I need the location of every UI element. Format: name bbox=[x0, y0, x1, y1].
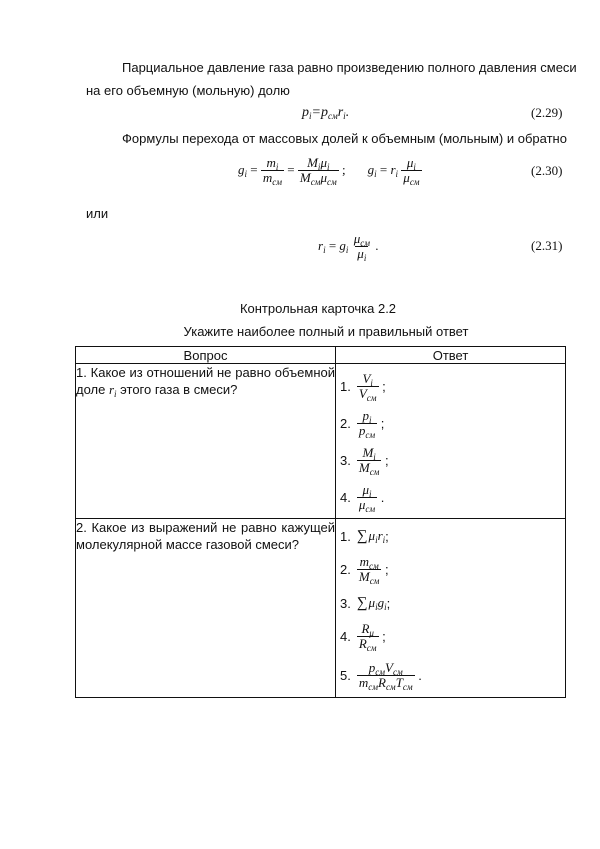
control-card-table bbox=[75, 346, 566, 698]
answer-option[interactable]: 3. $\frac{M_i}{M_{см}}$ ; bbox=[340, 445, 389, 477]
answers-2 bbox=[336, 519, 566, 698]
equation-number-2-31: (2.31) bbox=[531, 238, 563, 253]
question-2: 2. Какое из выражений не равно кажущей молекулярной массе газовой смеси? bbox=[76, 519, 336, 698]
paragraph-conversion-formulas: Формулы перехода от массовых долей к объемным (мольным) и обратно bbox=[122, 131, 567, 146]
table-row bbox=[76, 519, 566, 698]
word-ili: или bbox=[86, 206, 109, 221]
question-1: 1. Какое из отношений не равно объемной доле $r_i$ этого газа в смеси? bbox=[76, 364, 336, 519]
answer-option[interactable]: 2. $\frac{p_i}{p_{см}}$ ; bbox=[340, 408, 385, 440]
answer-option[interactable]: 3. $\sum\mu_ig_i$ ; bbox=[340, 594, 391, 612]
table-row bbox=[76, 364, 566, 519]
answer-option[interactable]: 2. $\frac{m_{см}}{M_{см}}$ ; bbox=[340, 554, 389, 586]
equation-number-2-29: (2.29) bbox=[531, 105, 563, 120]
equation-2-29: $p_i=p_{см}r_i$. bbox=[302, 105, 350, 121]
header-question: Вопрос bbox=[76, 347, 336, 364]
equation-2-30: $g_i$ = $\frac{m_i}{m_{см}}$ = $\frac{M_i\mu_i}{M_{см}\mu_{см}}$ ; $g_i$ = $r_i$ $\frac{\mu_i}{\mu_{см}}$ bbox=[238, 154, 420, 187]
answer-option[interactable]: 1. $\sum\mu_ir_i$ ; bbox=[340, 527, 389, 545]
equation-number-2-30: (2.30) bbox=[531, 163, 563, 178]
paragraph-partial-pressure-line1: Парциальное давление газа равно произведению полного давления смеси bbox=[122, 60, 577, 75]
card-title: Контрольная карточка 2.2 bbox=[239, 301, 397, 316]
paragraph-partial-pressure-line2: на его объемную (мольную) долю bbox=[86, 83, 290, 98]
header-answer: Ответ bbox=[336, 347, 566, 364]
answer-option[interactable]: 4. $\frac{R_\mu}{R_{см}}$ ; bbox=[340, 621, 386, 653]
equation-2-31: $r_i$ = $g_i$ $\frac{\mu_{см}}{\mu_i}$ . bbox=[318, 230, 379, 263]
answer-option[interactable]: 1. $\frac{V_i}{V_{см}}$ ; bbox=[340, 371, 386, 403]
answer-option[interactable]: 5. $\frac{p_{см}V_{см}}{m_{см}R_{см}T_{см}}$ . bbox=[340, 659, 422, 692]
card-subtitle: Укажите наиболее полный и правильный ответ bbox=[183, 324, 469, 339]
answer-option[interactable]: 4. $\frac{\mu_i}{\mu_{см}}$ . bbox=[340, 482, 385, 514]
answers-1 bbox=[336, 364, 566, 519]
